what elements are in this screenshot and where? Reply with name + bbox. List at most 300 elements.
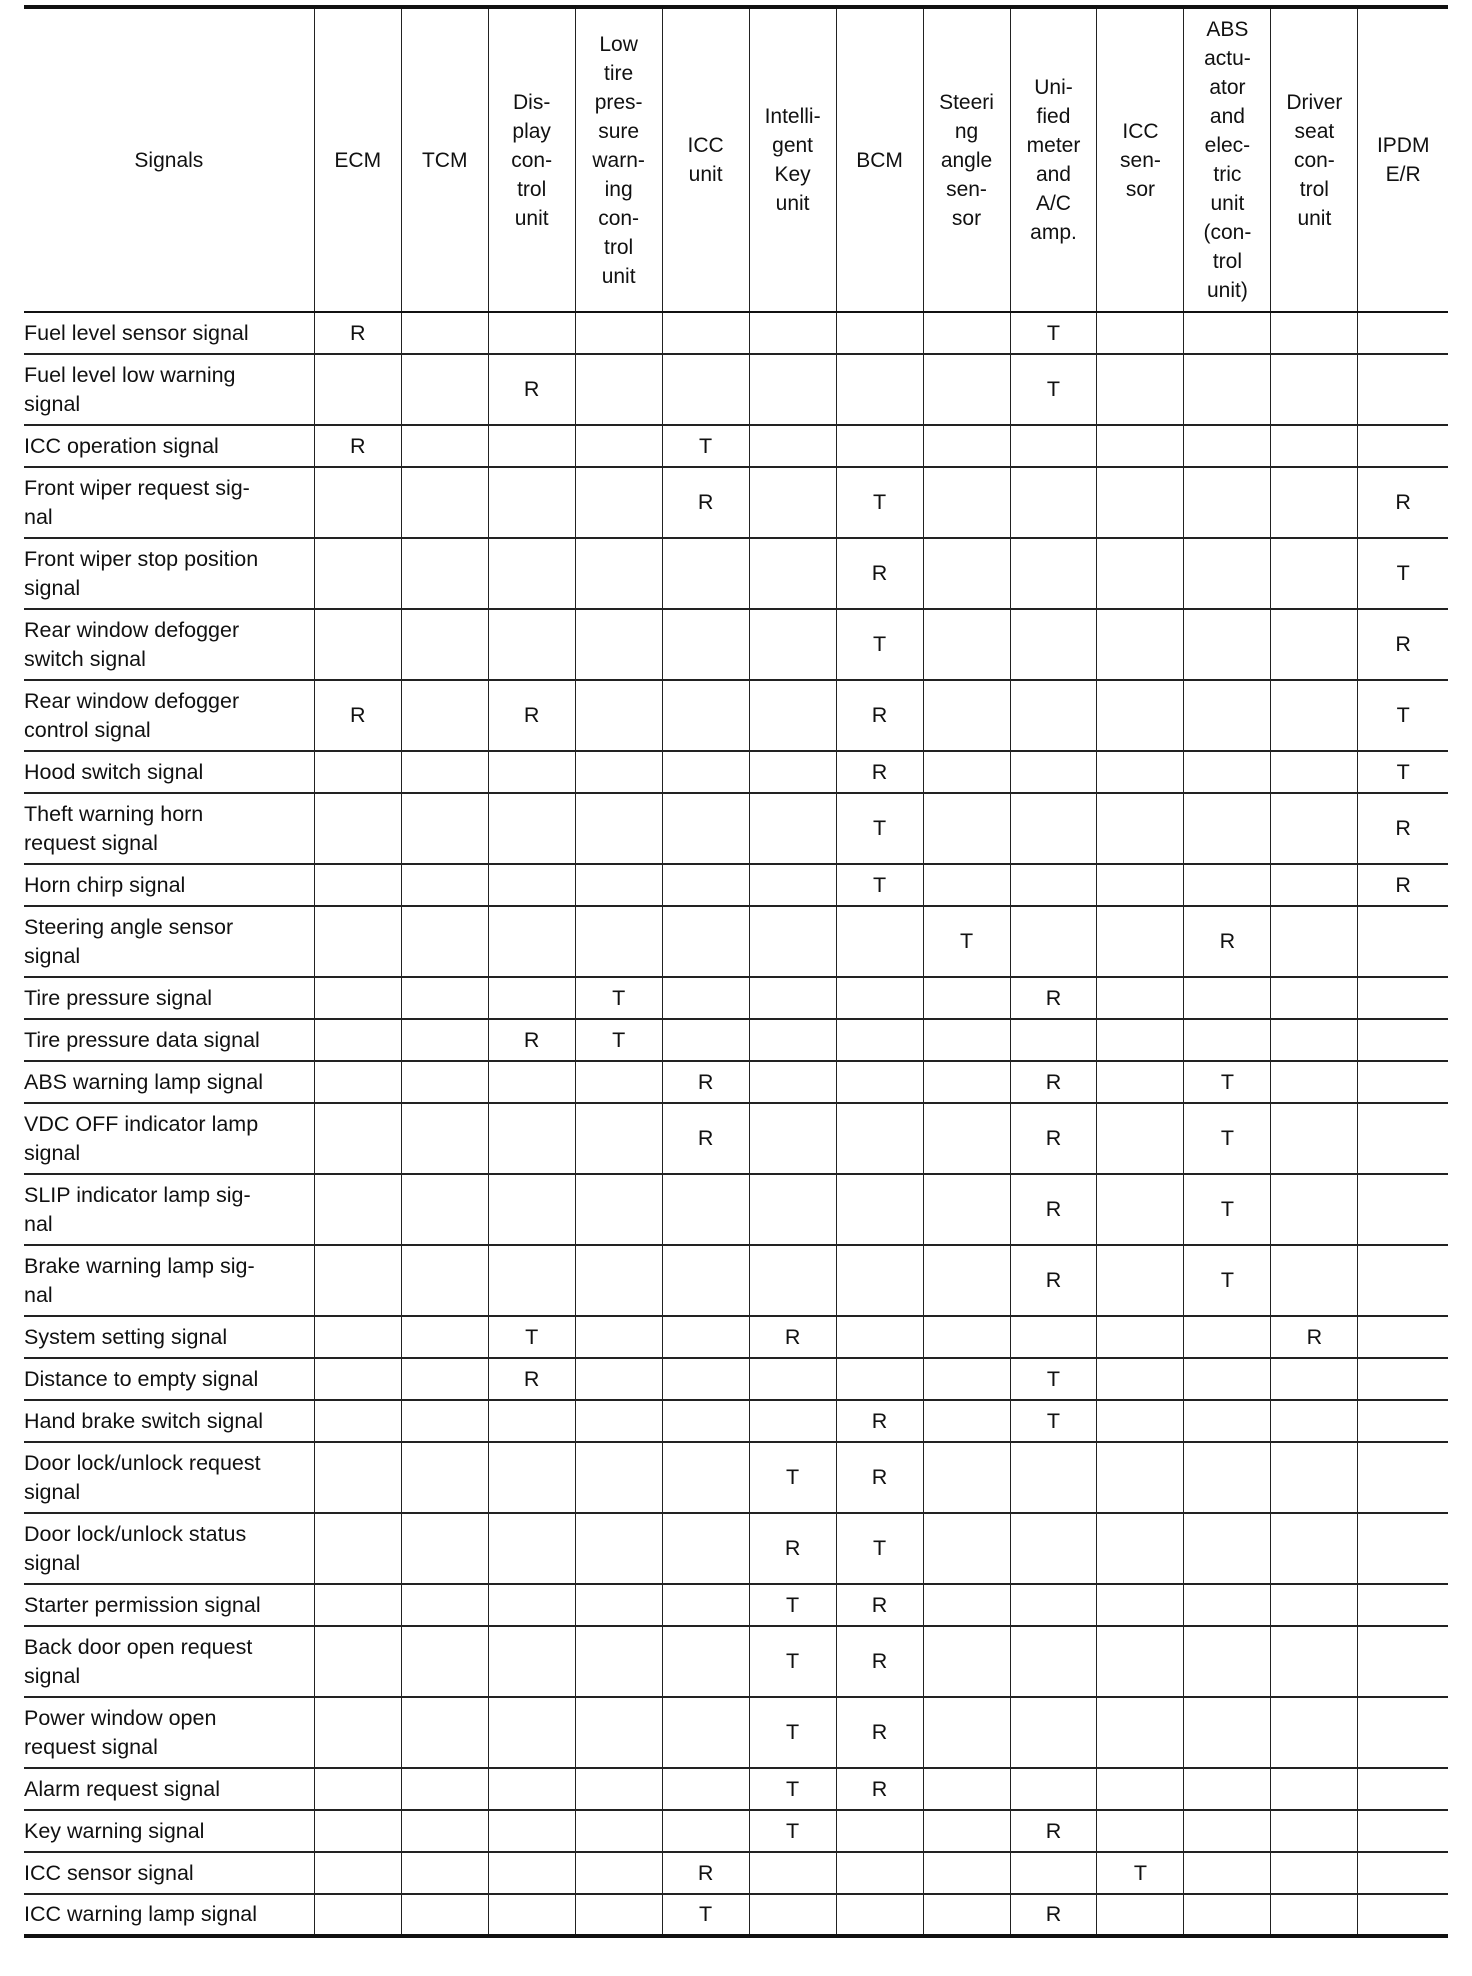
signal-direction-cell	[1184, 467, 1271, 538]
signal-direction-cell	[1097, 1400, 1184, 1442]
signal-direction-cell	[662, 864, 749, 906]
signal-direction-cell	[575, 425, 662, 467]
signal-direction-cell	[749, 1174, 836, 1245]
column-header: Intelli- gent Key unit	[749, 7, 836, 312]
signal-direction-cell	[488, 1061, 575, 1103]
signal-direction-cell	[1358, 1584, 1448, 1626]
column-header: IPDM E/R	[1358, 7, 1448, 312]
column-header: TCM	[401, 7, 488, 312]
signal-direction-cell	[575, 1316, 662, 1358]
signal-direction-cell	[314, 793, 401, 864]
signal-direction-cell	[923, 680, 1010, 751]
signal-direction-cell	[1358, 1810, 1448, 1852]
signal-direction-cell	[488, 906, 575, 977]
signal-direction-cell	[662, 1316, 749, 1358]
signal-direction-cell	[1271, 793, 1358, 864]
signal-direction-cell	[575, 1103, 662, 1174]
signal-direction-cell: R	[1010, 1174, 1097, 1245]
signal-direction-cell	[923, 751, 1010, 793]
signal-direction-cell	[314, 1103, 401, 1174]
signal-direction-cell	[314, 609, 401, 680]
signal-direction-cell	[314, 864, 401, 906]
signal-direction-cell	[575, 1626, 662, 1697]
signal-direction-cell: R	[1010, 1061, 1097, 1103]
signal-direction-cell	[923, 609, 1010, 680]
signal-direction-cell	[923, 793, 1010, 864]
signal-direction-cell	[1184, 1513, 1271, 1584]
signal-direction-cell	[1271, 680, 1358, 751]
signal-direction-cell	[1097, 1174, 1184, 1245]
signal-direction-cell	[1010, 538, 1097, 609]
signal-direction-cell	[575, 1852, 662, 1894]
signal-direction-cell	[1271, 1852, 1358, 1894]
signal-name-cell: Hood switch signal	[24, 751, 314, 793]
signal-direction-cell	[749, 1852, 836, 1894]
signal-direction-cell	[314, 906, 401, 977]
signal-direction-cell	[488, 312, 575, 354]
signal-direction-cell: R	[488, 680, 575, 751]
signal-direction-cell	[662, 312, 749, 354]
signal-direction-cell	[314, 751, 401, 793]
signal-direction-cell: R	[662, 1103, 749, 1174]
signal-direction-cell	[314, 1442, 401, 1513]
signal-direction-cell	[836, 1103, 923, 1174]
signal-name-cell: Key warning signal	[24, 1810, 314, 1852]
signal-direction-cell	[836, 1019, 923, 1061]
table-row	[24, 1442, 1448, 1513]
signal-direction-cell	[1097, 312, 1184, 354]
signal-direction-cell: T	[749, 1626, 836, 1697]
signal-direction-cell	[401, 864, 488, 906]
signal-direction-cell	[836, 1358, 923, 1400]
column-header: ECM	[314, 7, 401, 312]
signal-direction-cell: T	[488, 1316, 575, 1358]
signal-direction-cell	[488, 425, 575, 467]
table-row	[24, 354, 1448, 425]
signal-name-cell: Fuel level sensor signal	[24, 312, 314, 354]
signal-direction-cell	[1097, 538, 1184, 609]
signal-direction-cell: R	[749, 1513, 836, 1584]
signal-direction-cell	[1184, 1810, 1271, 1852]
signal-direction-cell	[662, 751, 749, 793]
signal-name-cell: VDC OFF indicator lamp signal	[24, 1103, 314, 1174]
signal-direction-cell	[314, 1894, 401, 1936]
signal-direction-cell: R	[662, 467, 749, 538]
signal-direction-cell	[575, 1061, 662, 1103]
signal-direction-cell	[1271, 1019, 1358, 1061]
signal-direction-cell	[1358, 425, 1448, 467]
signal-direction-cell	[1097, 1358, 1184, 1400]
signal-direction-cell	[488, 1513, 575, 1584]
signal-direction-cell	[662, 1245, 749, 1316]
signal-direction-cell: R	[836, 1697, 923, 1768]
signal-direction-cell: T	[749, 1442, 836, 1513]
signal-direction-cell	[923, 1584, 1010, 1626]
signal-direction-cell	[1010, 1626, 1097, 1697]
signal-direction-cell	[836, 1174, 923, 1245]
signal-direction-cell	[923, 1245, 1010, 1316]
signal-direction-cell	[1097, 751, 1184, 793]
signal-direction-cell	[401, 354, 488, 425]
signal-direction-cell	[1097, 1697, 1184, 1768]
signal-direction-cell	[1184, 1584, 1271, 1626]
signal-direction-cell: T	[1010, 1358, 1097, 1400]
signal-name-cell: ICC sensor signal	[24, 1852, 314, 1894]
signal-direction-cell	[1358, 1358, 1448, 1400]
signal-direction-cell	[923, 1442, 1010, 1513]
signal-direction-cell	[488, 977, 575, 1019]
signal-name-cell: Rear window defogger control signal	[24, 680, 314, 751]
column-header: ICC unit	[662, 7, 749, 312]
signal-direction-cell	[1184, 793, 1271, 864]
signal-direction-cell: R	[836, 1584, 923, 1626]
signal-direction-cell: R	[1358, 864, 1448, 906]
signal-direction-cell	[749, 1103, 836, 1174]
signal-direction-cell	[1271, 312, 1358, 354]
signal-direction-cell	[836, 1061, 923, 1103]
signal-direction-cell: R	[662, 1061, 749, 1103]
signal-direction-cell	[575, 1513, 662, 1584]
signal-direction-cell: T	[1097, 1852, 1184, 1894]
table-body	[24, 312, 1448, 1936]
signal-direction-cell	[1358, 312, 1448, 354]
signal-direction-cell	[662, 609, 749, 680]
signal-direction-cell	[314, 538, 401, 609]
signal-direction-cell	[749, 1061, 836, 1103]
signal-direction-cell	[836, 1810, 923, 1852]
signal-direction-cell	[401, 751, 488, 793]
signal-direction-cell	[575, 312, 662, 354]
table-row	[24, 977, 1448, 1019]
table-row	[24, 1697, 1448, 1768]
signal-direction-cell	[1097, 1316, 1184, 1358]
signal-direction-cell	[488, 1626, 575, 1697]
signal-direction-cell	[836, 1852, 923, 1894]
signal-direction-cell	[923, 864, 1010, 906]
signal-direction-cell	[923, 1174, 1010, 1245]
signal-direction-cell	[1271, 751, 1358, 793]
signal-direction-cell	[923, 354, 1010, 425]
column-header: Uni- fied meter and A/C amp.	[1010, 7, 1097, 312]
signal-direction-cell: T	[575, 1019, 662, 1061]
signal-direction-cell	[923, 1019, 1010, 1061]
signal-direction-cell	[662, 1513, 749, 1584]
signal-direction-cell	[1271, 1358, 1358, 1400]
signal-direction-cell	[662, 680, 749, 751]
signal-direction-cell	[1010, 864, 1097, 906]
signal-direction-cell	[749, 425, 836, 467]
signal-direction-cell	[1271, 1584, 1358, 1626]
table-row	[24, 1584, 1448, 1626]
signal-direction-cell	[662, 1697, 749, 1768]
signal-direction-cell	[401, 1103, 488, 1174]
signal-direction-cell	[749, 977, 836, 1019]
signal-direction-cell	[575, 1400, 662, 1442]
signal-direction-cell: T	[1010, 312, 1097, 354]
signal-direction-cell: R	[488, 1358, 575, 1400]
signal-direction-cell	[749, 1019, 836, 1061]
signal-direction-cell	[662, 354, 749, 425]
signal-name-cell: Rear window defogger switch signal	[24, 609, 314, 680]
signal-direction-cell	[314, 1697, 401, 1768]
signal-direction-cell: R	[314, 425, 401, 467]
signal-direction-cell	[488, 864, 575, 906]
column-header: BCM	[836, 7, 923, 312]
signal-direction-cell	[662, 1626, 749, 1697]
signal-direction-cell	[401, 1174, 488, 1245]
signal-direction-cell: T	[1358, 538, 1448, 609]
signal-direction-cell	[575, 609, 662, 680]
signal-direction-cell	[1271, 1697, 1358, 1768]
signal-direction-cell	[1271, 425, 1358, 467]
signal-direction-cell: T	[749, 1697, 836, 1768]
table-row	[24, 1316, 1448, 1358]
signal-direction-cell	[1271, 1513, 1358, 1584]
signal-direction-cell	[1010, 751, 1097, 793]
signal-direction-cell	[1097, 1584, 1184, 1626]
signal-direction-cell	[401, 1810, 488, 1852]
signal-direction-cell	[749, 864, 836, 906]
table-row	[24, 1810, 1448, 1852]
signal-direction-cell	[1358, 1894, 1448, 1936]
signal-direction-cell: R	[836, 1442, 923, 1513]
table-row	[24, 1852, 1448, 1894]
signal-direction-cell	[575, 1245, 662, 1316]
signal-direction-cell: T	[836, 467, 923, 538]
signal-direction-cell: R	[488, 354, 575, 425]
signal-direction-cell	[1184, 864, 1271, 906]
signal-name-cell: Power window open request signal	[24, 1697, 314, 1768]
signal-direction-cell: T	[749, 1768, 836, 1810]
signal-direction-cell	[575, 1697, 662, 1768]
signal-direction-cell	[923, 1400, 1010, 1442]
signal-direction-cell: R	[662, 1852, 749, 1894]
signal-direction-cell	[923, 1513, 1010, 1584]
signal-direction-cell	[749, 312, 836, 354]
signal-direction-cell	[1010, 1852, 1097, 1894]
signal-direction-cell	[314, 1810, 401, 1852]
signal-direction-cell	[1271, 354, 1358, 425]
column-header: ICC sen- sor	[1097, 7, 1184, 312]
signal-direction-cell	[923, 1358, 1010, 1400]
signal-direction-cell	[1271, 1626, 1358, 1697]
signal-direction-cell	[488, 1245, 575, 1316]
signal-direction-cell	[1184, 609, 1271, 680]
signal-direction-cell: R	[836, 751, 923, 793]
column-header: ABS actu- ator and elec- tric unit (con- trol unit)	[1184, 7, 1271, 312]
signal-direction-cell	[1097, 864, 1184, 906]
signal-direction-cell	[488, 1103, 575, 1174]
signal-direction-cell	[1271, 906, 1358, 977]
signal-direction-cell	[488, 793, 575, 864]
signal-direction-cell	[749, 751, 836, 793]
signal-direction-cell	[488, 609, 575, 680]
signal-direction-cell	[575, 680, 662, 751]
signal-direction-cell: R	[314, 680, 401, 751]
signal-direction-cell	[488, 467, 575, 538]
signal-name-cell: SLIP indicator lamp sig- nal	[24, 1174, 314, 1245]
signal-direction-cell	[1010, 1768, 1097, 1810]
signal-direction-cell	[923, 1061, 1010, 1103]
signal-direction-cell	[662, 538, 749, 609]
signal-direction-cell	[401, 467, 488, 538]
signal-direction-cell	[1184, 425, 1271, 467]
column-header: Driver seat con- trol unit	[1271, 7, 1358, 312]
signal-direction-cell	[923, 1768, 1010, 1810]
signal-direction-cell: R	[749, 1316, 836, 1358]
signal-direction-cell	[1097, 1626, 1184, 1697]
signal-direction-cell	[1184, 1768, 1271, 1810]
signal-direction-cell	[1097, 467, 1184, 538]
signal-direction-cell	[749, 467, 836, 538]
signal-direction-cell	[1271, 864, 1358, 906]
signal-direction-cell	[1097, 1061, 1184, 1103]
signal-direction-cell	[1358, 1442, 1448, 1513]
signal-direction-cell: R	[1184, 906, 1271, 977]
signal-direction-cell	[401, 312, 488, 354]
signal-direction-cell	[1097, 1768, 1184, 1810]
signal-direction-cell	[1358, 906, 1448, 977]
table-row	[24, 1768, 1448, 1810]
signal-direction-cell: R	[1358, 467, 1448, 538]
signal-name-cell: Distance to empty signal	[24, 1358, 314, 1400]
header-row	[24, 7, 1448, 312]
signal-direction-cell: T	[1010, 354, 1097, 425]
signal-direction-cell	[401, 977, 488, 1019]
signal-direction-cell	[1358, 1852, 1448, 1894]
signal-direction-cell	[401, 609, 488, 680]
signal-direction-cell	[1271, 1768, 1358, 1810]
signal-direction-cell	[1097, 1894, 1184, 1936]
signal-direction-cell	[836, 1245, 923, 1316]
signal-direction-cell	[1358, 354, 1448, 425]
signal-direction-cell	[314, 1245, 401, 1316]
signal-direction-cell	[749, 906, 836, 977]
signal-direction-cell	[749, 538, 836, 609]
signal-direction-cell	[749, 680, 836, 751]
signal-direction-cell: R	[1010, 1894, 1097, 1936]
signal-name-cell: Brake warning lamp sig- nal	[24, 1245, 314, 1316]
signal-direction-cell	[1097, 1103, 1184, 1174]
signal-direction-cell	[488, 1697, 575, 1768]
signal-direction-cell	[923, 425, 1010, 467]
signal-direction-cell: T	[1010, 1400, 1097, 1442]
signal-direction-cell	[1010, 1316, 1097, 1358]
signal-direction-cell	[401, 1768, 488, 1810]
signal-direction-cell: T	[662, 425, 749, 467]
table-row	[24, 906, 1448, 977]
signal-direction-cell	[575, 793, 662, 864]
signal-direction-cell	[1010, 425, 1097, 467]
signal-direction-cell	[401, 425, 488, 467]
table-row	[24, 1174, 1448, 1245]
signal-direction-cell	[1097, 354, 1184, 425]
signal-direction-cell: T	[923, 906, 1010, 977]
signal-direction-cell	[1271, 609, 1358, 680]
signal-direction-cell	[662, 1358, 749, 1400]
signal-direction-cell	[1097, 1513, 1184, 1584]
signal-direction-cell	[1358, 1400, 1448, 1442]
signal-direction-cell	[1010, 609, 1097, 680]
signal-direction-cell	[836, 425, 923, 467]
signal-name-cell: Door lock/unlock request signal	[24, 1442, 314, 1513]
signal-direction-cell: T	[1184, 1103, 1271, 1174]
signal-direction-cell	[1097, 425, 1184, 467]
signal-direction-cell	[314, 1768, 401, 1810]
signal-name-cell: Front wiper request sig- nal	[24, 467, 314, 538]
signal-direction-cell	[488, 1400, 575, 1442]
signal-direction-cell	[1184, 977, 1271, 1019]
signal-name-cell: Tire pressure signal	[24, 977, 314, 1019]
table-row	[24, 1019, 1448, 1061]
signal-direction-cell	[1271, 1400, 1358, 1442]
signal-direction-cell	[1184, 680, 1271, 751]
table-row	[24, 680, 1448, 751]
signal-direction-cell	[923, 312, 1010, 354]
signal-direction-cell	[1184, 1894, 1271, 1936]
signal-direction-cell	[1097, 793, 1184, 864]
signal-direction-cell	[1271, 1103, 1358, 1174]
signal-direction-cell	[1184, 1697, 1271, 1768]
signal-direction-cell	[1184, 538, 1271, 609]
signal-direction-cell	[488, 751, 575, 793]
signal-direction-cell	[923, 1697, 1010, 1768]
signal-direction-cell	[575, 906, 662, 977]
signal-direction-cell	[1358, 1768, 1448, 1810]
signal-direction-cell	[575, 1174, 662, 1245]
signal-direction-cell: T	[749, 1584, 836, 1626]
signal-direction-cell	[314, 977, 401, 1019]
signal-direction-cell: R	[488, 1019, 575, 1061]
table-row	[24, 1358, 1448, 1400]
signal-direction-cell	[488, 1768, 575, 1810]
signal-direction-cell	[314, 1626, 401, 1697]
signal-direction-cell	[401, 538, 488, 609]
signal-direction-cell	[1271, 1442, 1358, 1513]
signal-direction-cell	[1358, 977, 1448, 1019]
signal-direction-cell	[836, 1894, 923, 1936]
table-row	[24, 609, 1448, 680]
signal-direction-cell	[314, 1513, 401, 1584]
signal-direction-cell: R	[836, 1400, 923, 1442]
signal-direction-cell	[401, 793, 488, 864]
signal-direction-cell: T	[1358, 680, 1448, 751]
signal-direction-cell: T	[836, 793, 923, 864]
signal-direction-cell	[575, 1894, 662, 1936]
signal-direction-cell	[662, 1810, 749, 1852]
signal-direction-cell	[314, 1400, 401, 1442]
signal-direction-cell: T	[836, 864, 923, 906]
signal-direction-cell	[488, 538, 575, 609]
signal-direction-cell	[314, 1174, 401, 1245]
signal-direction-cell	[662, 906, 749, 977]
signal-direction-cell: R	[836, 1626, 923, 1697]
signal-direction-cell	[314, 354, 401, 425]
signal-direction-cell	[575, 864, 662, 906]
signal-direction-cell: T	[1358, 751, 1448, 793]
signal-direction-cell: R	[1358, 609, 1448, 680]
signal-direction-cell	[1358, 1019, 1448, 1061]
signal-direction-cell	[314, 467, 401, 538]
table-row	[24, 1513, 1448, 1584]
signal-name-cell: Front wiper stop position signal	[24, 538, 314, 609]
table-row	[24, 538, 1448, 609]
signal-direction-cell	[575, 1358, 662, 1400]
signal-direction-cell	[1271, 1810, 1358, 1852]
signal-direction-cell: T	[1184, 1174, 1271, 1245]
table-row	[24, 1245, 1448, 1316]
signal-direction-cell	[836, 312, 923, 354]
